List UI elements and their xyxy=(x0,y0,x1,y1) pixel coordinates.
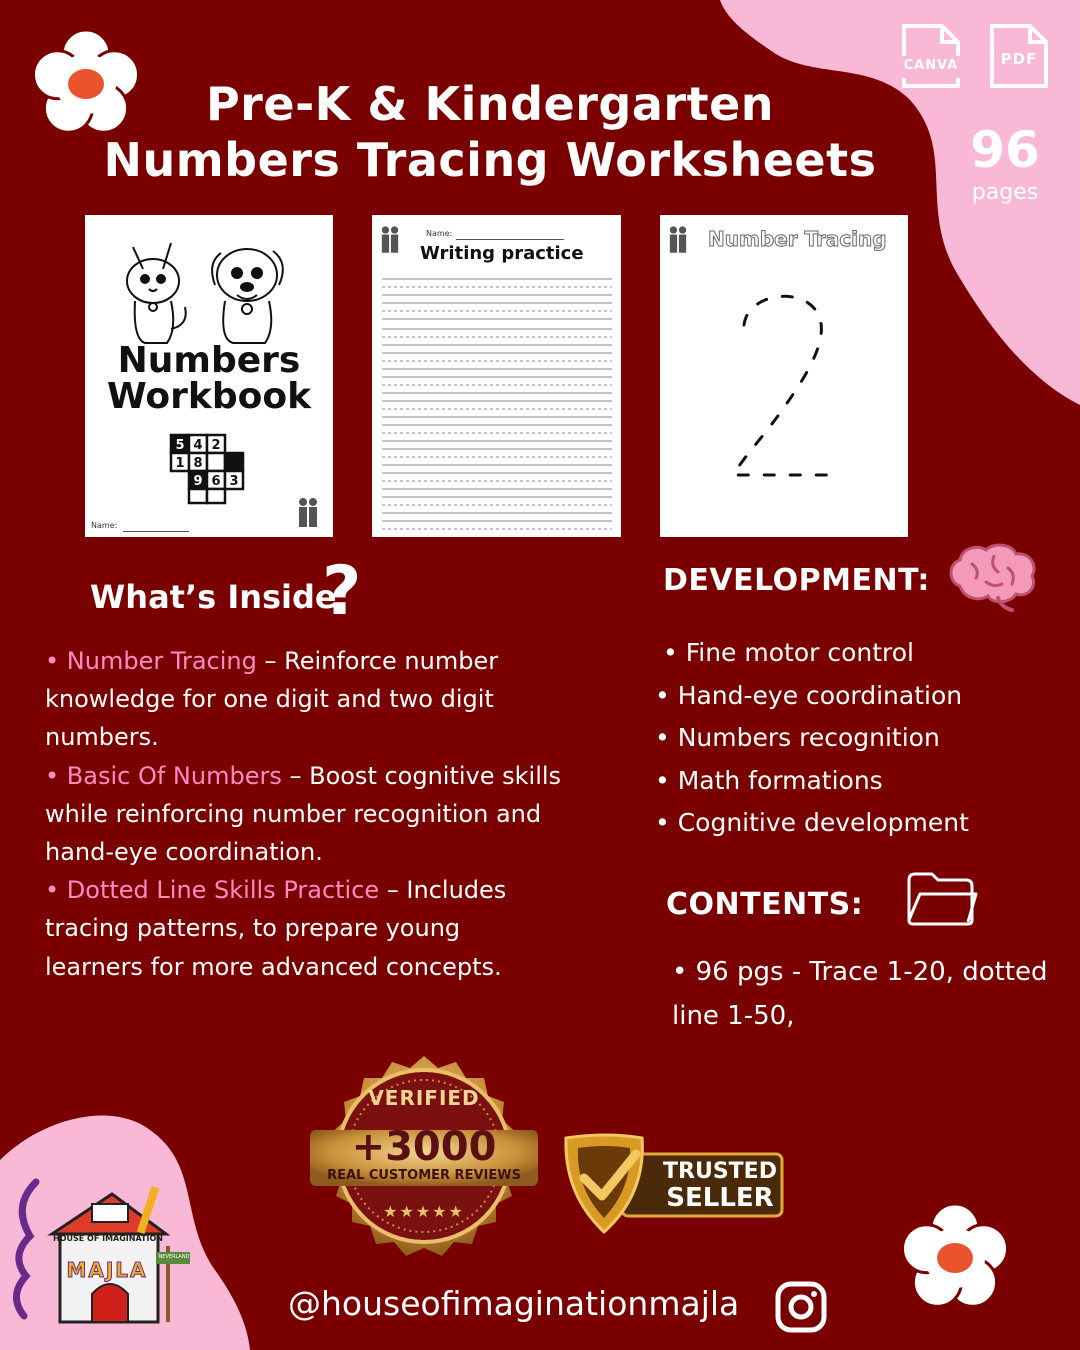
brand-logo xyxy=(6,1176,198,1326)
item-desc: – Includes tracing patterns, to prepare young learners for more advanced concepts. xyxy=(45,876,507,981)
list-item: • Hand-eye coordination xyxy=(655,680,963,710)
writing-name-label: Name: xyxy=(426,229,453,238)
grid-digit: 1 xyxy=(175,456,185,471)
cat-dog-illustration xyxy=(123,229,298,349)
writing-practice-preview xyxy=(372,215,621,537)
whats-inside-list xyxy=(45,642,565,986)
trusted-line-2: SELLER xyxy=(666,1183,774,1213)
item-title: • Number Tracing xyxy=(45,647,257,675)
workbook-name-label: Name: xyxy=(91,521,118,530)
grid-digit: 9 xyxy=(193,474,203,489)
logo-name: MAJLA xyxy=(66,1258,148,1282)
grid-digit: 6 xyxy=(211,474,221,489)
page-title xyxy=(80,76,900,188)
list-item xyxy=(45,871,565,986)
development-list xyxy=(655,632,1075,845)
canva-label: CANVA xyxy=(903,58,959,73)
writing-lines-graphic xyxy=(382,273,612,533)
brain-icon xyxy=(946,542,1038,612)
writing-name-line xyxy=(456,239,564,240)
verified-reviews-badge xyxy=(306,1044,542,1270)
trusted-seller-badge xyxy=(560,1132,784,1240)
grid-digit: 5 xyxy=(175,438,185,453)
instagram-icon[interactable] xyxy=(774,1280,828,1334)
question-mark-icon: ? xyxy=(322,552,362,631)
tracing-title: Number Tracing xyxy=(708,227,887,251)
item-title: • Basic Of Numbers xyxy=(45,761,282,790)
workbook-cover-preview xyxy=(85,215,333,537)
folder-icon xyxy=(906,870,978,928)
workbook-name-line xyxy=(123,531,189,532)
social-handle[interactable]: @houseofimaginationmajla xyxy=(288,1284,740,1323)
list-item xyxy=(45,642,565,757)
workbook-title xyxy=(85,340,333,417)
list-item: • Cognitive development xyxy=(655,808,969,838)
kids-logo-icon xyxy=(380,225,400,255)
pdf-file-icon xyxy=(988,22,1050,90)
grid-digit: 8 xyxy=(193,456,203,471)
list-item: • Math formations xyxy=(655,765,883,795)
number-grid-graphic xyxy=(169,433,249,505)
reviews-count: +3000 xyxy=(351,1124,497,1170)
stars-rating: ★★★★★ xyxy=(383,1202,465,1221)
contents-text: • 96 pgs - Trace 1-20, dotted line 1-50, xyxy=(672,957,1048,1031)
dotted-digit-2-graphic xyxy=(720,285,850,485)
pages-label: pages xyxy=(971,180,1039,205)
kids-logo-icon xyxy=(668,225,688,255)
logo-tagline: HOUSE OF IMAGINATION xyxy=(53,1234,163,1243)
grid-digit: 4 xyxy=(193,438,203,453)
trusted-line-1: TRUSTED xyxy=(663,1159,777,1184)
pages-count-box xyxy=(950,120,1060,206)
item-desc: – Boost cognitive skills while reinforcing number recognition and hand-eye coordination. xyxy=(45,761,562,867)
contents-heading: CONTENTS: xyxy=(666,887,864,922)
flower-bottom-right-icon xyxy=(895,1198,1015,1318)
whats-inside-heading: What’s Inside xyxy=(90,578,337,616)
workbook-title-line-2: Workbook xyxy=(106,376,312,417)
list-item: • Numbers recognition xyxy=(655,723,940,753)
title-line-2: Numbers Tracing Worksheets xyxy=(103,133,877,187)
title-line-1: Pre-K & Kindergarten xyxy=(205,77,775,131)
number-tracing-preview xyxy=(660,215,908,537)
workbook-title-line-1: Numbers xyxy=(117,340,301,381)
item-title: • Dotted Line Skills Practice xyxy=(45,876,380,905)
grid-digit: 2 xyxy=(211,438,221,453)
verified-label: VERIFIED xyxy=(368,1086,480,1110)
list-item xyxy=(45,757,565,872)
canva-file-icon xyxy=(900,22,962,90)
kids-logo-icon xyxy=(297,497,319,529)
reviews-label: REAL CUSTOMER REVIEWS xyxy=(327,1168,521,1183)
pdf-label: PDF xyxy=(1000,50,1038,68)
list-item: • Fine motor control xyxy=(663,638,915,667)
development-heading: DEVELOPMENT: xyxy=(663,563,930,598)
pages-count: 96 xyxy=(970,121,1040,179)
logo-sign: NEVERLAND xyxy=(158,1254,190,1260)
item-desc: – Reinforce number knowledge for one digit and two digit numbers. xyxy=(45,647,499,752)
grid-digit: 3 xyxy=(229,474,239,489)
writing-title: Writing practice xyxy=(420,243,584,264)
